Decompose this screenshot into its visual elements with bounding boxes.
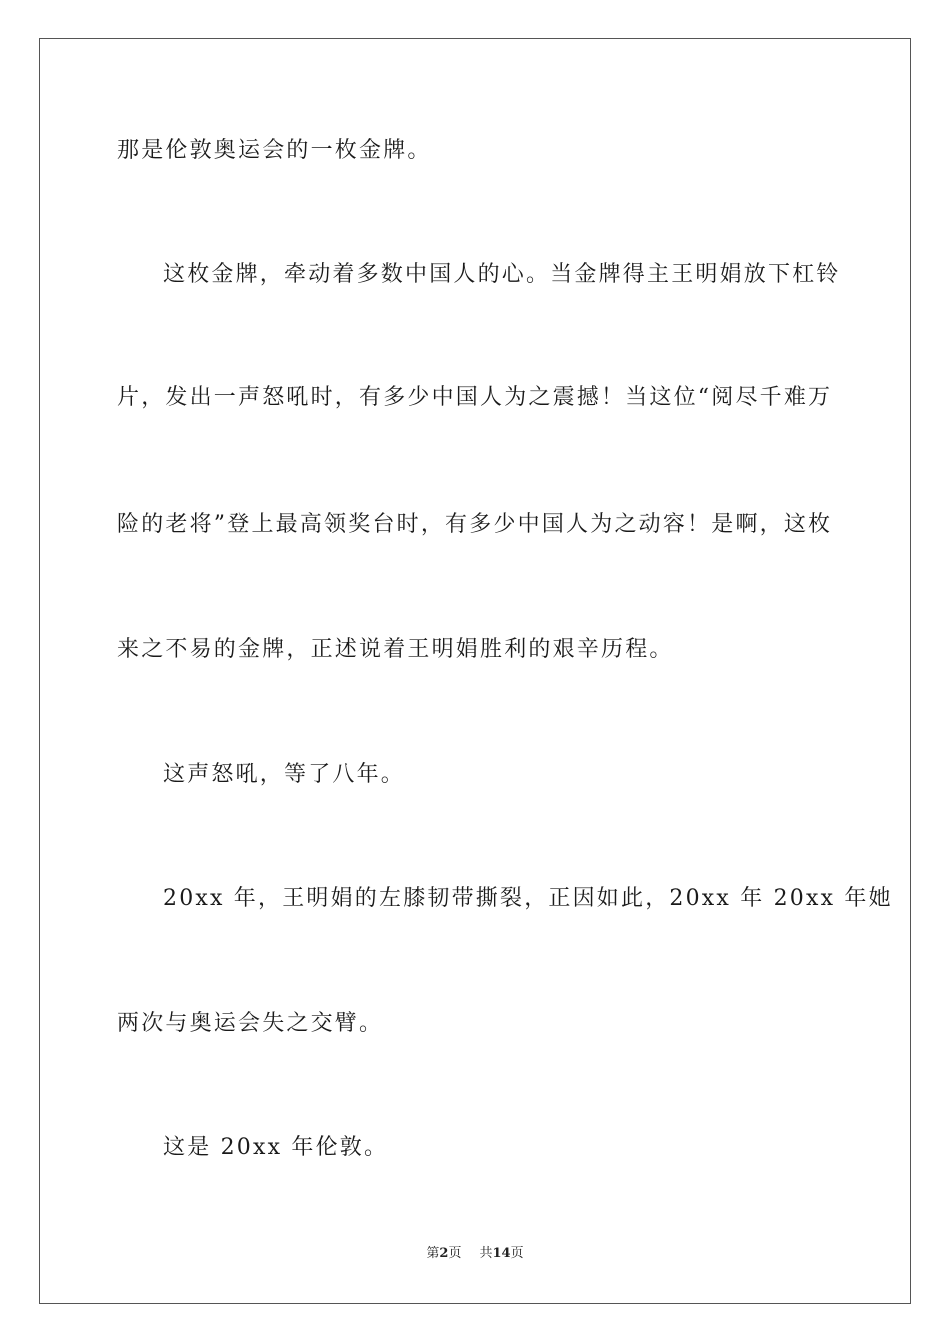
body-line: 这声怒吼，等了八年。: [163, 762, 406, 787]
body-line: 这是 20xx 年伦敦。: [163, 1135, 389, 1160]
body-line: 这枚金牌，牵动着多数中国人的心。当金牌得主王明娟放下杠铃: [163, 262, 841, 287]
total-page-count: 14: [492, 1246, 511, 1261]
body-line: 两次与奥运会失之交臂。: [117, 1011, 384, 1036]
body-line: 来之不易的金牌，正述说着王明娟胜利的艰辛历程。: [117, 637, 674, 662]
page-border: [39, 38, 911, 1304]
body-line: 20xx 年，王明娟的左膝韧带撕裂，正因如此，20xx 年 20xx 年她: [163, 886, 893, 911]
total-prefix: 共: [479, 1246, 493, 1261]
page-footer: [0, 1244, 950, 1264]
body-line: 险的老将”登上最高领奖台时，有多少中国人为之动容！是啊，这枚: [117, 512, 833, 537]
body-line: 那是伦敦奥运会的一枚金牌。: [117, 138, 432, 163]
current-page-number: 2: [439, 1246, 449, 1261]
total-unit: 页: [510, 1246, 524, 1261]
page-prefix: 第: [426, 1246, 440, 1261]
body-line: 片，发出一声怒吼时，有多少中国人为之震撼！当这位“阅尽千难万: [117, 385, 833, 410]
page-unit: 页: [448, 1246, 462, 1261]
